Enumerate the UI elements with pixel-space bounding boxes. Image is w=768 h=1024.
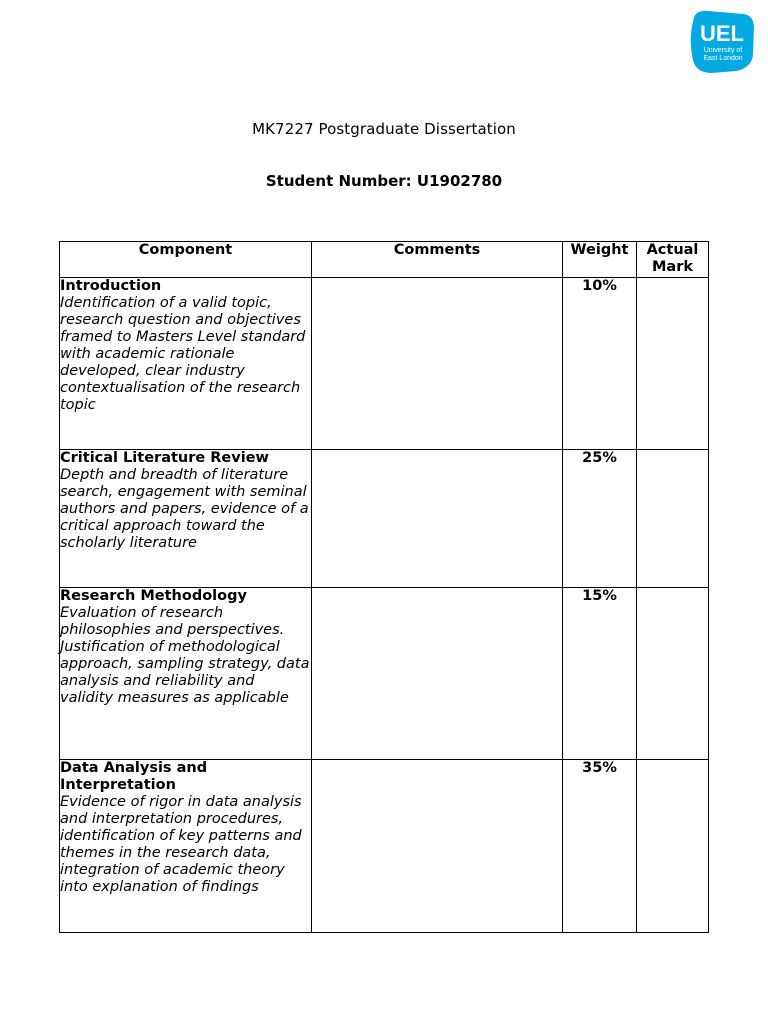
uel-logo-badge xyxy=(686,8,756,74)
weight-cell: 15% xyxy=(563,588,637,760)
header-weight: Weight xyxy=(563,242,637,278)
component-description: Identification of a valid topic, research question and objectives framed to Masters Level standard with academic rationale developed, clear industry contextualisation of the research topic xyxy=(60,295,306,413)
weight-cell: 10% xyxy=(563,278,637,450)
component-name: Research Methodology xyxy=(60,588,247,604)
table-row xyxy=(60,278,709,450)
logo-text-uel: UEL xyxy=(700,21,744,46)
component-name: Critical Literature Review xyxy=(60,450,269,466)
component-name: Data Analysis and Interpretation xyxy=(60,760,208,793)
logo-text-line3: East London xyxy=(703,55,743,62)
component-cell xyxy=(60,450,312,588)
document-title: MK7227 Postgraduate Dissertation xyxy=(252,120,516,138)
table-row xyxy=(60,450,709,588)
student-number: Student Number: U1902780 xyxy=(265,172,503,190)
header-component: Component xyxy=(60,242,312,278)
component-cell xyxy=(60,588,312,760)
table-row xyxy=(60,588,709,760)
comments-cell[interactable] xyxy=(312,278,563,450)
component-cell xyxy=(60,278,312,450)
logo-text-line2: University of xyxy=(703,47,743,54)
marking-rubric-table xyxy=(59,241,709,933)
component-description: Depth and breadth of literature search, engagement with seminal authors and papers, evidence of a critical approach toward the scholarly literature xyxy=(60,467,309,551)
comments-cell[interactable] xyxy=(312,450,563,588)
weight-cell: 25% xyxy=(563,450,637,588)
weight-cell: 35% xyxy=(563,760,637,933)
actual-mark-cell[interactable] xyxy=(637,760,709,933)
comments-cell[interactable] xyxy=(312,760,563,933)
component-description: Evidence of rigor in data analysis and interpretation procedures, identification of key patterns and themes in the research data, integration of academic theory into explanation of findings xyxy=(60,794,302,895)
header-actual-mark: Actual Mark xyxy=(637,242,709,278)
actual-mark-cell[interactable] xyxy=(637,278,709,450)
header-comments: Comments xyxy=(312,242,563,278)
actual-mark-cell[interactable] xyxy=(637,588,709,760)
component-name: Introduction xyxy=(60,278,162,294)
comments-cell[interactable] xyxy=(312,588,563,760)
actual-mark-cell[interactable] xyxy=(637,450,709,588)
uel-logo xyxy=(686,8,756,74)
table-row xyxy=(60,760,709,933)
table-header-row xyxy=(60,242,709,278)
component-description: Evaluation of research philosophies and perspectives. Justification of methodological approach, sampling strategy, data analysis and reliability and validity measures as applicable xyxy=(60,605,310,706)
component-cell xyxy=(60,760,312,933)
